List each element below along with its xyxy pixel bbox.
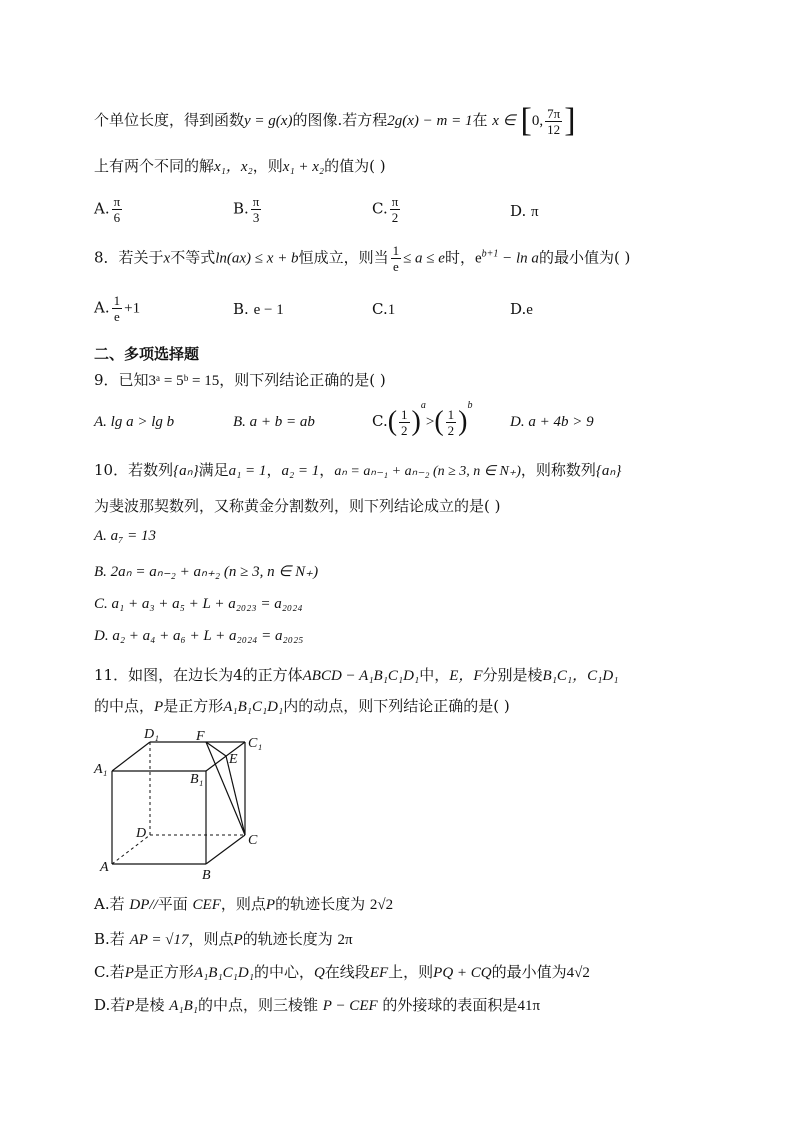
q10-stem-line2: 为斐波那契数列，又称黄金分割数列，则下列结论成立的是( ) — [94, 497, 501, 515]
q8-option-b — [233, 300, 284, 319]
math: x₁，x₂ — [214, 159, 253, 175]
text: 在线段 — [324, 963, 370, 981]
text: 时， — [444, 248, 475, 267]
math: PQ + CQ — [433, 965, 492, 981]
math: A₁B₁ — [169, 998, 198, 1014]
label: D. — [510, 202, 527, 220]
math: DP// — [129, 897, 158, 913]
math: Q — [313, 965, 325, 981]
q8-option-d — [510, 300, 533, 319]
text: 8．若关于 — [94, 248, 164, 267]
math: e — [474, 250, 482, 267]
q7-option-d — [510, 202, 539, 221]
text: 平面 — [157, 895, 188, 913]
text: 的最小值为( ) — [538, 248, 631, 267]
sup: a — [420, 400, 426, 411]
q7-line2 — [94, 155, 386, 176]
math: a₁ = 1 — [228, 463, 267, 479]
text: 11．如图，在边长为4的正方体 — [94, 666, 303, 684]
math: A₁B₁C₁D₁ — [223, 699, 284, 715]
text: 恒成立，则当 — [298, 248, 389, 267]
num: π — [391, 194, 399, 209]
text: 的最小值为 — [491, 963, 567, 981]
math: P — [124, 965, 134, 981]
sup: b — [467, 400, 473, 411]
text: 中， — [419, 666, 450, 684]
math: ≤ a ≤ e — [403, 250, 445, 267]
text: 是棱 — [134, 996, 165, 1014]
text: 上有两个不同的解 — [94, 157, 215, 175]
text: 的中点，则三棱锥 — [198, 996, 319, 1014]
q11-option-a — [94, 893, 393, 914]
q9-option-b: B. a + b = ab — [233, 414, 315, 430]
label: C. — [372, 412, 388, 430]
num: 7π — [547, 105, 561, 121]
q10-option-b: B. 2aₙ = aₙ₋₂ + aₙ₊₂ (n ≥ 3, n ∈ N₊) — [94, 564, 319, 580]
math: {aₙ} — [173, 463, 199, 479]
math: x₁ + x₂ — [282, 159, 325, 175]
math: ln(ax) ≤ x + b — [215, 250, 299, 267]
num: 1 — [113, 293, 121, 308]
math: P — [125, 998, 135, 1014]
q7-line1 — [94, 104, 576, 138]
text: ，则 — [252, 157, 283, 175]
sup: b+1 — [481, 248, 499, 260]
num: 1 — [447, 406, 455, 422]
text: 的图像.若方程 — [292, 111, 388, 129]
text: 在 — [472, 111, 488, 129]
text: 内的动点，则下列结论正确的是( ) — [283, 697, 510, 715]
value: 2π — [337, 932, 353, 948]
text: 个单位长度，得到函数 — [94, 111, 245, 129]
text: 是正方形 — [163, 697, 224, 715]
gt: > — [425, 414, 435, 430]
q8-option-a — [94, 294, 140, 323]
text: D.若 — [94, 996, 126, 1014]
q9-option-a: A. lg a > lg b — [94, 414, 175, 430]
math: P — [154, 699, 164, 715]
text: 的轨迹长度为 — [275, 895, 366, 913]
den: 2 — [401, 422, 408, 438]
math: EF — [369, 965, 389, 981]
q10-option-c: C. a₁ + a₃ + a₅ + L + a₂₀₂₃ = a₂₀₂₄ — [94, 596, 303, 612]
den: 3 — [252, 210, 260, 225]
q11-option-b — [94, 928, 353, 949]
bracket-right: ] — [564, 102, 576, 139]
text: 分别是棱 — [482, 666, 543, 684]
text: 9．已知 — [94, 371, 149, 389]
math: ABCD − A₁B₁C₁D₁ — [302, 668, 420, 684]
math: A₁B₁C₁D₁ — [193, 965, 254, 981]
label-b: B — [202, 868, 211, 883]
label: B. — [233, 300, 249, 318]
text: ，则点 — [220, 895, 266, 913]
q10-stem-line1: 10．若数列{aₙ}满足a₁ = 1，a₂ = 1，aₙ = aₙ₋₁ + aₙ₋₂ (n ≥ 3, n ∈ N₊)，则称数列{aₙ} — [94, 461, 622, 479]
math: x — [163, 250, 171, 267]
den: e — [392, 259, 399, 274]
math: P — [233, 932, 243, 948]
den: e — [113, 309, 120, 324]
text: C.若 — [94, 963, 125, 981]
q7-option-a — [94, 195, 124, 224]
text: 的中点， — [94, 697, 155, 715]
label: A. — [94, 298, 110, 317]
q7-option-c — [372, 195, 402, 224]
value: e — [526, 302, 533, 318]
text: 上，则 — [388, 963, 434, 981]
bracket-left: [ — [520, 102, 532, 139]
label-f: F — [196, 729, 205, 744]
q10-option-a: A. a₇ = 13 — [94, 528, 156, 544]
den: 12 — [547, 121, 561, 137]
num: 1 — [401, 406, 408, 422]
num: π — [252, 194, 260, 209]
text: 不等式 — [170, 248, 216, 267]
q9-option-d: D. a + 4b > 9 — [510, 414, 594, 430]
den: 2 — [447, 422, 455, 438]
math: y = g(x) — [244, 113, 293, 129]
math: aₙ = aₙ₋₁ + aₙ₋₂ (n ≥ 3, n ∈ N₊) — [334, 464, 521, 479]
label-e: E — [229, 752, 238, 767]
math: a₂ = 1 — [281, 463, 320, 479]
label-a1: A₁ — [94, 762, 108, 777]
math: E，F — [449, 668, 483, 684]
math: 3ᵃ = 5ᵇ = 15 — [148, 373, 220, 389]
label: C. — [372, 199, 388, 218]
den: 6 — [113, 210, 121, 225]
math: B₁C₁，C₁D₁ — [542, 668, 619, 684]
math: CEF — [192, 897, 221, 913]
value: π — [531, 204, 539, 220]
text: ，则点 — [188, 930, 234, 948]
math: {aₙ} — [595, 463, 622, 479]
label: A. — [94, 199, 110, 218]
label: B. — [233, 199, 249, 218]
edge-bc — [206, 835, 245, 864]
math: 2g(x) − m = 1 — [387, 113, 473, 129]
text: 的外接球的表面积是 — [382, 996, 518, 1014]
q11-stem-line1 — [94, 664, 618, 685]
text: 是正方形 — [133, 963, 194, 981]
text: A.若 — [94, 895, 125, 913]
den: 2 — [391, 210, 399, 225]
q7-option-b — [233, 195, 263, 224]
num: π — [113, 194, 121, 209]
num: 1 — [392, 243, 400, 258]
text: 满足 — [198, 461, 229, 479]
q9-stem — [94, 369, 386, 390]
label-a: A — [100, 860, 109, 875]
q11-option-c — [94, 961, 590, 982]
label-d: D — [136, 826, 147, 841]
text: 的轨迹长度为 — [242, 930, 333, 948]
math: AP = √17 — [129, 932, 189, 948]
q9-option-c: C.( $\frac{1}{2}$ )$^a$>( $\frac{1}{2}$ )$^b$ — [372, 400, 473, 438]
value: 4√2 — [566, 965, 590, 981]
label-d1: D₁ — [144, 727, 159, 742]
text: 10．若数列 — [94, 461, 174, 479]
value: 2√2 — [369, 897, 394, 913]
cube-figure — [90, 725, 280, 885]
section-heading: 二、多项选择题 — [94, 345, 200, 363]
value: 1 — [387, 302, 396, 318]
label: D. — [510, 300, 527, 318]
label-c: C — [248, 833, 258, 848]
math: x ∈ — [492, 113, 516, 129]
text: 的中心， — [253, 963, 314, 981]
math: P − CEF — [322, 998, 378, 1014]
q8-option-c — [372, 300, 395, 319]
value: e − 1 — [253, 302, 284, 318]
q11-stem-line2 — [94, 695, 510, 716]
text: B.若 — [94, 930, 125, 948]
math: P — [265, 897, 276, 913]
q10-option-d: D. a₂ + a₄ + a₆ + L + a₂₀₂₄ = a₂₀₂₅ — [94, 628, 304, 644]
fraction — [545, 107, 562, 136]
edge-a1d1 — [112, 742, 150, 771]
math: − ln a — [498, 250, 539, 267]
label-c1: C₁ — [248, 736, 263, 751]
text: ，则称数列 — [520, 461, 596, 479]
value: 41π — [517, 998, 541, 1014]
label: C. — [372, 300, 388, 318]
label-b1: B₁ — [190, 772, 204, 787]
tail: +1 — [124, 300, 141, 317]
text: 的值为( ) — [324, 157, 386, 175]
q11-option-d — [94, 994, 540, 1015]
interval-left: 0, — [531, 113, 544, 129]
q8-stem — [94, 244, 630, 273]
text: ，则下列结论正确的是( ) — [219, 371, 386, 389]
